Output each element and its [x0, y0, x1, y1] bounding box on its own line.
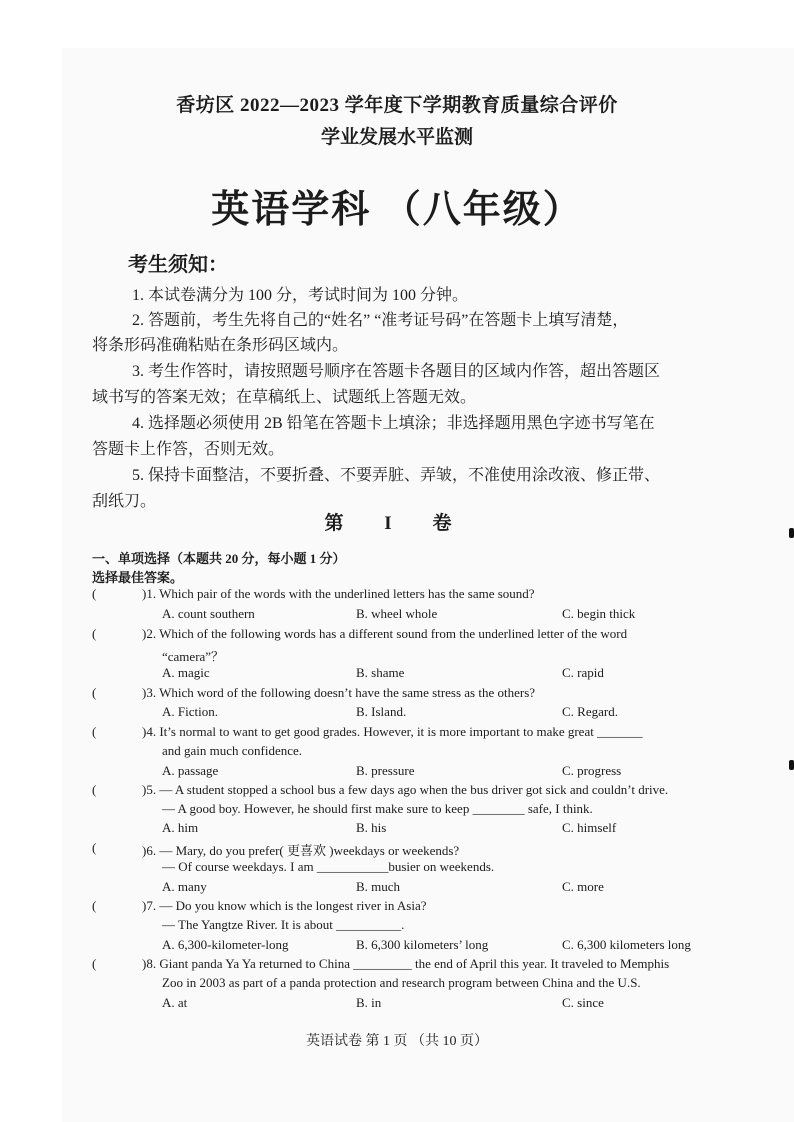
option-a: A. passage: [162, 763, 219, 778]
option-c: C. 6,300 kilometers long: [562, 937, 691, 952]
part-heading: 一、单项选择（本题共 20 分，每小题 1 分）: [92, 551, 346, 566]
question-text: )7. — Do you know which is the longest river in Asia?: [142, 898, 427, 913]
part-instruction: 选择最佳答案。: [92, 570, 184, 585]
answer-paren: (: [92, 724, 97, 739]
option-b: B. his: [356, 820, 387, 835]
question-text: )4. It’s normal to want to get good grades. However, it is more important to make great _______: [142, 724, 643, 739]
question-text: — The Yangtze River. It is about __________.: [162, 917, 405, 932]
option-a: A. many: [162, 879, 207, 894]
answer-paren: (: [92, 956, 97, 971]
option-a: A. him: [162, 820, 199, 835]
notice-line: 域书写的答案无效；在草稿纸上、试题纸上答题无效。: [92, 389, 477, 406]
option-b: B. 6,300 kilometers’ long: [356, 937, 489, 952]
notice-line: 3. 考生作答时，请按照题号顺序在答题卡各题目的区域内作答，超出答题区: [132, 363, 661, 380]
answer-paren: (: [92, 685, 97, 700]
option-a: A. 6,300-kilometer-long: [162, 937, 289, 952]
option-c: C. rapid: [562, 665, 604, 680]
question-text: )6. — Mary, do you prefer( 更喜欢 )weekdays or weekends?: [142, 843, 460, 858]
answer-paren: (: [92, 626, 97, 641]
option-c: C. begin thick: [562, 606, 636, 621]
notice-line: 1. 本试卷满分为 100 分，考试时间为 100 分钟。: [132, 287, 469, 304]
option-b: B. Island.: [356, 704, 407, 719]
question-text: — A good boy. However, he should first make sure to keep ________ safe, I think.: [162, 801, 593, 816]
option-b: B. shame: [356, 665, 405, 680]
option-b: B. much: [356, 879, 401, 894]
question-text: — Of course weekdays. I am ___________busier on weekends.: [162, 859, 495, 874]
notice-line: 将条形码准确粘贴在条形码区域内。: [92, 337, 349, 354]
answer-paren: (: [92, 898, 97, 913]
question-text: )1. Which pair of the words with the underlined letters has the same sound?: [142, 586, 535, 601]
option-b: B. in: [356, 995, 382, 1010]
option-b: B. wheel whole: [356, 606, 438, 621]
notice-line: 4. 选择题必须使用 2B 铅笔在答题卡上填涂；非选择题用黑色字迹书写笔在: [132, 415, 655, 432]
question-text: )3. Which word of the following doesn’t have the same stress as the others?: [142, 685, 536, 700]
question-text: )5. — A student stopped a school bus a few days ago when the bus driver got sick and couldn’t drive.: [142, 782, 669, 797]
answer-paren: (: [92, 586, 97, 601]
notice-line: 5. 保持卡面整洁，不要折叠、不要弄脏、弄皱，不准使用涂改液、修正带、: [132, 467, 661, 484]
binding-mark: [789, 760, 794, 770]
option-a: A. Fiction.: [162, 704, 218, 719]
question-text: )8. Giant panda Ya Ya returned to China _________ the end of April this year. It traveled to Memphis: [142, 956, 670, 971]
option-a: A. count southern: [162, 606, 255, 621]
notice-line: 答题卡上作答，否则无效。: [92, 441, 285, 458]
answer-paren: (: [92, 840, 97, 855]
option-b: B. pressure: [356, 763, 415, 778]
page-footer: 英语试卷 第 1 页 （共 10 页）: [306, 1034, 488, 1049]
option-c: C. progress: [562, 763, 622, 778]
notice-line: 2. 答题前，考生先将自己的“姓名” “准考证号码”在答题卡上填写清楚，: [132, 312, 629, 329]
notice-line: 刮纸刀。: [92, 493, 157, 510]
notice-heading: 考生须知：: [128, 254, 228, 276]
option-a: A. at: [162, 995, 188, 1010]
answer-paren: (: [92, 782, 97, 797]
option-c: C. Regard.: [562, 704, 618, 719]
question-text: and gain much confidence.: [162, 743, 303, 758]
question-text: )2. Which of the following words has a different sound from the underlined letter of the word: [142, 626, 628, 641]
exam-subtitle: 学业发展水平监测: [320, 127, 473, 148]
question-text: “camera”？: [162, 649, 225, 664]
exam-title: 香坊区 2022—2023 学年度下学期教育质量综合评价: [176, 95, 618, 116]
option-c: C. himself: [562, 820, 617, 835]
option-a: A. magic: [162, 665, 210, 680]
section-title: 第 I 卷: [324, 513, 470, 534]
question-text: Zoo in 2003 as part of a panda protection and research program between China and the U.S.: [162, 975, 641, 990]
option-c: C. more: [562, 879, 604, 894]
subject-title: 英语学科 （八年级）: [211, 189, 583, 231]
option-c: C. since: [562, 995, 604, 1010]
